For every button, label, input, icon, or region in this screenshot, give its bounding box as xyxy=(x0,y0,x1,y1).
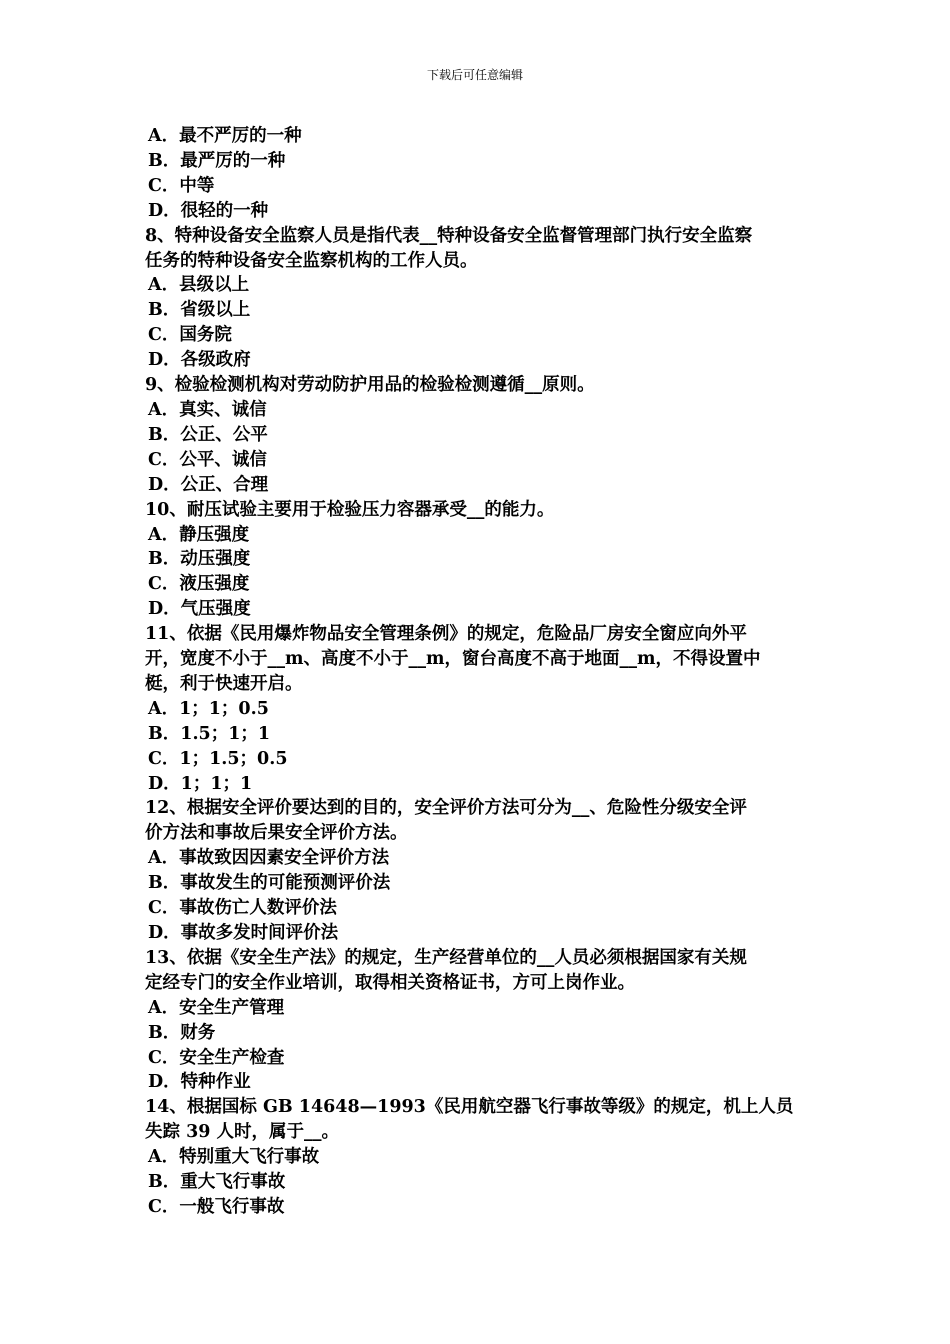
page-header: 下载后可任意编辑 xyxy=(426,68,523,82)
answer-option: A．特别重大飞行事故 xyxy=(148,1147,320,1168)
answer-option: A．县级以上 xyxy=(148,275,250,296)
answer-option: D．各级政府 xyxy=(148,350,251,371)
answer-option: B．重大飞行事故 xyxy=(148,1172,286,1193)
question-text: 12、根据安全评价要达到的目的，安全评价方法可分为__、危险性分级安全评 xyxy=(145,798,747,819)
answer-option: A．安全生产管理 xyxy=(148,997,285,1018)
question-text: 定经专门的安全作业培训，取得相关资格证书，方可上岗作业。 xyxy=(145,972,635,993)
question-text: 失踪 39 人时，属于__。 xyxy=(145,1122,340,1143)
question-text: 14、根据国标 GB 14648—1993《民用航空器飞行事故等级》的规定，机上人员 xyxy=(145,1097,794,1118)
answer-option: B．1.5；1；1 xyxy=(148,723,271,744)
answer-option: A．真实、诚信 xyxy=(148,399,267,420)
answer-option: B．动压强度 xyxy=(148,549,251,570)
question-text: 9、检验检测机构对劳动防护用品的检验检测遵循__原则。 xyxy=(145,375,595,396)
answer-option: B．省级以上 xyxy=(148,300,251,321)
answer-option: D．特种作业 xyxy=(148,1072,251,1093)
answer-option: C．安全生产检查 xyxy=(148,1047,285,1068)
document-body xyxy=(145,124,810,1220)
question-text: 开，宽度不小于__m、高度不小于__m，窗台高度不高于地面__m，不得设置中 xyxy=(145,649,761,670)
question-text: 梃，利于快速开启。 xyxy=(145,673,303,694)
answer-option: D．事故多发时间评价法 xyxy=(148,923,339,943)
question-text: 8、特种设备安全监察人员是指代表__特种设备安全监督管理部门执行安全监察 xyxy=(145,225,753,246)
question-text: 10、耐压试验主要用于检验压力容器承受__的能力。 xyxy=(145,499,555,520)
answer-option: D．1；1；1 xyxy=(148,773,253,794)
answer-option: A．事故致因因素安全评价方法 xyxy=(148,848,390,869)
answer-option: B．公正、公平 xyxy=(148,424,268,445)
answer-option: C．事故伤亡人数评价法 xyxy=(148,898,337,919)
question-text: 任务的特种设备安全监察机构的工作人员。 xyxy=(145,250,478,271)
answer-option: B．财务 xyxy=(148,1022,216,1043)
answer-option: D．气压强度 xyxy=(148,599,251,620)
answer-option: C．一般飞行事故 xyxy=(148,1196,285,1217)
question-text: 11、依据《民用爆炸物品安全管理条例》的规定，危险品厂房安全窗应向外平 xyxy=(145,624,747,645)
question-text: 价方法和事故后果安全评价方法。 xyxy=(145,823,408,844)
answer-option: C．公平、诚信 xyxy=(148,449,267,470)
answer-option: C．国务院 xyxy=(148,325,232,346)
answer-option: C．1；1.5；0.5 xyxy=(148,748,288,769)
answer-option: D．很轻的一种 xyxy=(148,200,269,221)
answer-option: C．中等 xyxy=(148,175,215,196)
answer-option: A．静压强度 xyxy=(148,524,250,545)
question-text: 13、依据《安全生产法》的规定，生产经营单位的__人员必须根据国家有关规 xyxy=(145,947,747,968)
answer-option: B．最严厉的一种 xyxy=(148,150,286,171)
answer-option: A．1；1；0.5 xyxy=(148,698,269,719)
answer-option: C．液压强度 xyxy=(148,574,250,595)
answer-option: A．最不严厉的一种 xyxy=(148,126,302,146)
answer-option: B．事故发生的可能预测评价法 xyxy=(148,873,391,894)
answer-option: D．公正、合理 xyxy=(148,474,269,495)
